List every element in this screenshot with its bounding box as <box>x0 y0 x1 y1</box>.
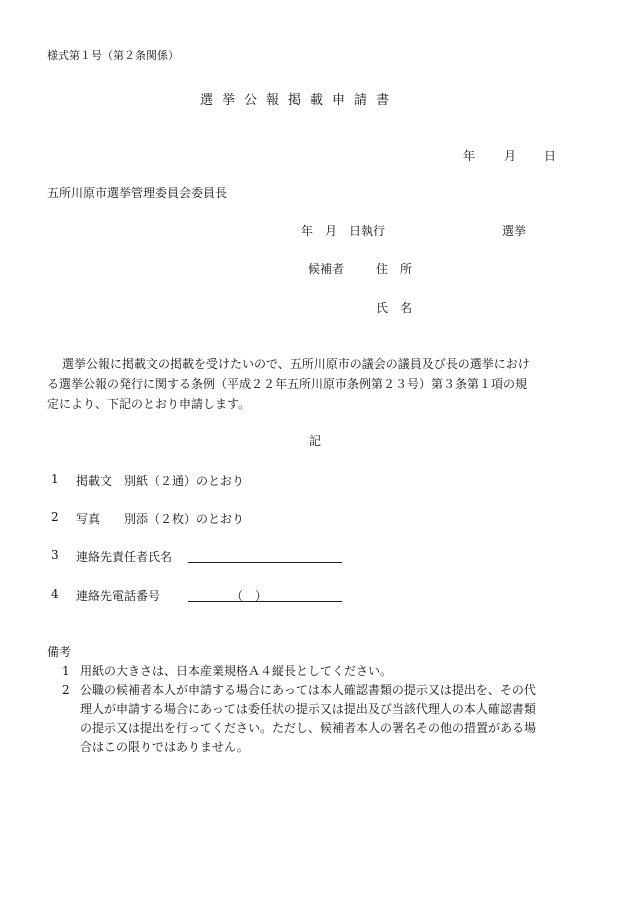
note-number: 1 <box>62 664 70 678</box>
item-number: 1 <box>51 472 59 486</box>
item-text: 写真 別添（２枚）のとおり <box>76 512 245 526</box>
form-number: 様式第１号（第２条関係） <box>47 49 179 62</box>
body-line: る選挙公報の発行に関する条例（平成２２年五所川原市条例第２３号）第３条第１項の規 <box>47 377 528 391</box>
candidate-label: 候補者 <box>308 262 345 276</box>
election-date-label: 年 月 日執行 <box>301 224 386 238</box>
addressee: 五所川原市選挙管理委員会委員長 <box>47 186 228 200</box>
note-line: の提示又は提出を行ってください。ただし、候補者本人の署名その他の措置がある場 <box>80 721 537 735</box>
election-label: 選挙 <box>502 224 527 238</box>
phone-area-code-paren: （ ） <box>231 589 268 603</box>
date-year-label: 年 <box>463 149 476 163</box>
date-month-label: 月 <box>504 149 517 163</box>
note-line: 理人が申請する場合にあっては委任状の提示又は提出及び当該代理人の本人確認書類 <box>80 702 536 716</box>
item-number: 3 <box>51 548 59 562</box>
item-text: 掲載文 別紙（２通）のとおり <box>76 474 245 488</box>
contact-name-blank <box>188 548 342 563</box>
note-line: 公職の候補者本人が申請する場合にあっては本人確認書類の提示又は提出を、その代 <box>80 683 536 697</box>
item-number: 4 <box>51 587 59 601</box>
item-text: 連絡先電話番号 <box>76 589 161 603</box>
body-line: 選挙公報に掲載文の掲載を受けたいので、五所川原市の議会の議員及び長の選挙におけ <box>62 357 530 371</box>
note-line: 用紙の大きさは、日本産業規格Ａ４縦長としてください。 <box>80 664 393 678</box>
ki-heading: 記 <box>309 434 322 448</box>
remarks-heading: 備考 <box>47 645 72 659</box>
date-day-label: 日 <box>544 149 557 163</box>
item-text: 連絡先責任者氏名 <box>76 550 173 564</box>
note-line: 合はこの限りではありません。 <box>80 740 249 754</box>
item-number: 2 <box>51 510 59 524</box>
note-number: 2 <box>62 683 70 697</box>
body-line: 定により、下記のとおり申請します。 <box>47 397 251 411</box>
name-label: 氏 名 <box>376 301 413 315</box>
page-title: 選挙公報掲載申請書 <box>200 93 399 108</box>
address-label: 住 所 <box>376 262 413 276</box>
